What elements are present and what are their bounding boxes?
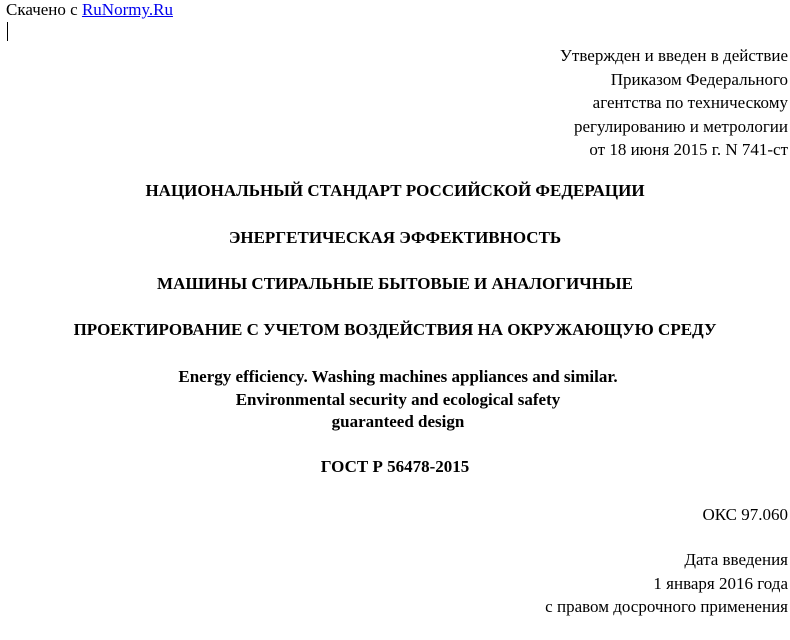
oks-code: ОКС 97.060 (702, 505, 788, 524)
source-link[interactable]: RuNormy.Ru (81, 0, 173, 19)
text-cursor (7, 22, 8, 41)
source-prefix: Скачено с (6, 0, 82, 19)
heading-national-standard: НАЦИОНАЛЬНЫЙ СТАНДАРТ РОССИЙСКОЙ ФЕДЕРАЦИИ (145, 181, 645, 200)
english-title (0, 366, 790, 434)
introduction-line: 1 января 2016 года (653, 573, 788, 593)
approval-line: регулированию и метрологии (573, 116, 788, 136)
introduction-line: Дата введения (684, 550, 788, 569)
heading-energy-efficiency: ЭНЕРГЕТИЧЕСКАЯ ЭФФЕКТИВНОСТЬ (228, 228, 562, 247)
english-title-line: Environmental security and ecological safety (235, 389, 561, 409)
approval-line: Утвержден и введен в действие (559, 46, 788, 65)
heading-washing-machines: МАШИНЫ СТИРАЛЬНЫЕ БЫТОВЫЕ И АНАЛОГИЧНЫЕ (157, 274, 633, 293)
approval-block (560, 44, 788, 162)
approval-line: Приказом Федерального (610, 69, 788, 89)
english-title-line: guaranteed design (331, 412, 465, 431)
introduction-block (545, 548, 788, 619)
heading-design: ПРОЕКТИРОВАНИЕ С УЧЕТОМ ВОЗДЕЙСТВИЯ НА ОКРУЖАЮЩУЮ СРЕДУ (73, 320, 717, 339)
approval-line: от 18 июня 2015 г. N 741-ст (589, 140, 788, 159)
standard-number: ГОСТ Р 56478-2015 (320, 457, 470, 476)
english-title-line: Energy efficiency. Washing machines appliances and similar. (178, 367, 618, 386)
source-line (6, 0, 173, 20)
approval-line: агентства по техническому (592, 93, 788, 112)
introduction-line: с правом досрочного применения (545, 597, 788, 616)
